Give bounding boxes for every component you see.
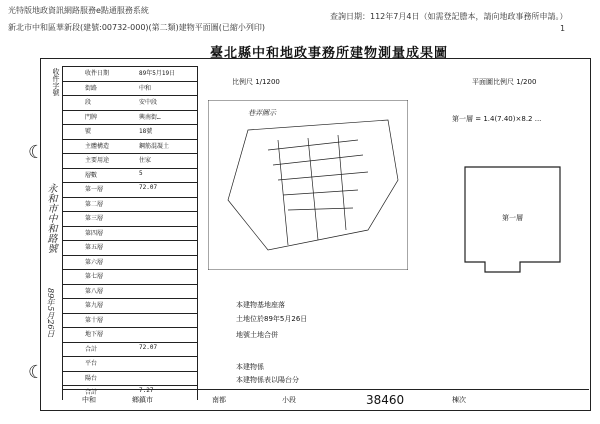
- row-value: 72.07: [139, 343, 158, 351]
- row-label: 第二層: [85, 200, 104, 208]
- row-label: 第四層: [85, 229, 104, 237]
- row-label: 第九層: [85, 302, 104, 310]
- row-label: 第五層: [85, 244, 104, 252]
- small-section: 小段: [282, 396, 296, 404]
- table-row: [63, 124, 197, 140]
- query-date: 查詢日期：112年7月4日（如需登記謄本，請向地政事務所申請。）: [330, 12, 568, 21]
- row-label: 第三層: [85, 215, 104, 223]
- row-label: 第八層: [85, 287, 104, 295]
- info-table: [62, 66, 198, 400]
- table-row: [63, 356, 197, 372]
- row-label: 門牌: [85, 113, 98, 121]
- plan-note: 第一層 = 1.4(7.40)×8.2 ...: [452, 115, 542, 123]
- legend-line-2: 本建物係表以陽台分: [236, 376, 299, 384]
- row-label: 第一層: [85, 186, 104, 194]
- date-handwriting: 89年5月26日: [46, 288, 55, 338]
- table-row: [63, 255, 197, 271]
- row-label: 合計: [85, 345, 98, 353]
- row-value: 興南街…: [139, 113, 161, 121]
- district: 中和: [82, 396, 96, 404]
- table-row: [63, 371, 197, 387]
- row-label: 第六層: [85, 258, 104, 266]
- row-value: 5: [139, 169, 143, 177]
- plan-scale-label: 平面圖比例尺 1/200: [472, 78, 537, 86]
- row-label: 號: [85, 128, 92, 136]
- parcel-statement-1: 本建物基地座落: [236, 301, 285, 309]
- row-value: 72.07: [139, 184, 158, 192]
- section: 鄉鎮市: [132, 396, 153, 404]
- parcel-statement-3: 地號土地合併: [236, 331, 278, 339]
- row-value: 89年5月19日: [139, 70, 176, 77]
- floor-label: 第一層: [502, 214, 523, 222]
- binder-mark-top: ☾: [28, 142, 45, 163]
- parcel-statement-2: 土地位於89年5月26日: [236, 315, 308, 323]
- row-label: 街路: [85, 84, 98, 92]
- row-value: 中和: [139, 84, 152, 92]
- scale-label: 比例尺 1/1200: [232, 78, 280, 86]
- receipt-label: 收件字號: [52, 68, 60, 96]
- page-number: 1: [560, 24, 566, 33]
- row-label: 段: [85, 99, 92, 107]
- row-value: 鋼筋混凝土: [139, 142, 170, 150]
- subsection: 南都: [212, 396, 226, 404]
- row-label: 合計: [85, 389, 98, 397]
- location-map: [208, 100, 408, 270]
- table-row: [63, 298, 197, 314]
- table-row: [63, 66, 197, 82]
- table-row: [63, 182, 197, 198]
- row-value: 住家: [139, 157, 152, 165]
- row-value: 7.27: [139, 387, 154, 395]
- row-value: 安中段: [139, 99, 158, 107]
- table-row: [63, 342, 197, 358]
- building-number: 38460: [366, 393, 405, 407]
- binder-mark-bottom: ☾: [28, 362, 45, 383]
- table-row: [63, 110, 197, 126]
- table-row: [63, 284, 197, 300]
- table-row: [63, 81, 197, 97]
- row-label: 主要用途: [85, 157, 110, 165]
- row-label: 陽台: [85, 374, 98, 382]
- address-handwriting: 永和市中和路號: [45, 183, 56, 253]
- table-row: [63, 139, 197, 155]
- table-row: [63, 226, 197, 242]
- table-row: [63, 211, 197, 227]
- system-name: 光特版地政資訊網路服務e點通服務系統: [8, 6, 149, 15]
- page-title: 臺北縣中和地政事務所建物測量成果圖: [210, 46, 449, 61]
- table-row: [63, 153, 197, 169]
- table-row: [63, 95, 197, 111]
- row-label: 第十層: [85, 316, 104, 324]
- row-label: 地下層: [85, 331, 104, 339]
- table-row: [63, 240, 197, 256]
- table-row: [63, 168, 197, 184]
- row-value: 18號: [139, 128, 153, 136]
- table-row: [63, 313, 197, 329]
- location-note: 巷弄圖示: [248, 109, 276, 117]
- row-label: 平台: [85, 360, 98, 368]
- row-label: 第七層: [85, 273, 104, 281]
- legend-line-1: 本建物係: [236, 363, 264, 371]
- bottom-bar: [62, 389, 589, 410]
- row-label: 主體構造: [85, 142, 110, 150]
- unit-label: 棟次: [452, 396, 466, 404]
- table-row: [63, 197, 197, 213]
- row-label: 收件日期: [85, 70, 110, 77]
- row-label: 層數: [85, 171, 98, 179]
- table-row: [63, 327, 197, 343]
- parcel-line: 新北市中和區華新段(建號:00732-000)(第二類)建物平面圖(已縮小列印): [8, 23, 266, 32]
- table-row: [63, 269, 197, 285]
